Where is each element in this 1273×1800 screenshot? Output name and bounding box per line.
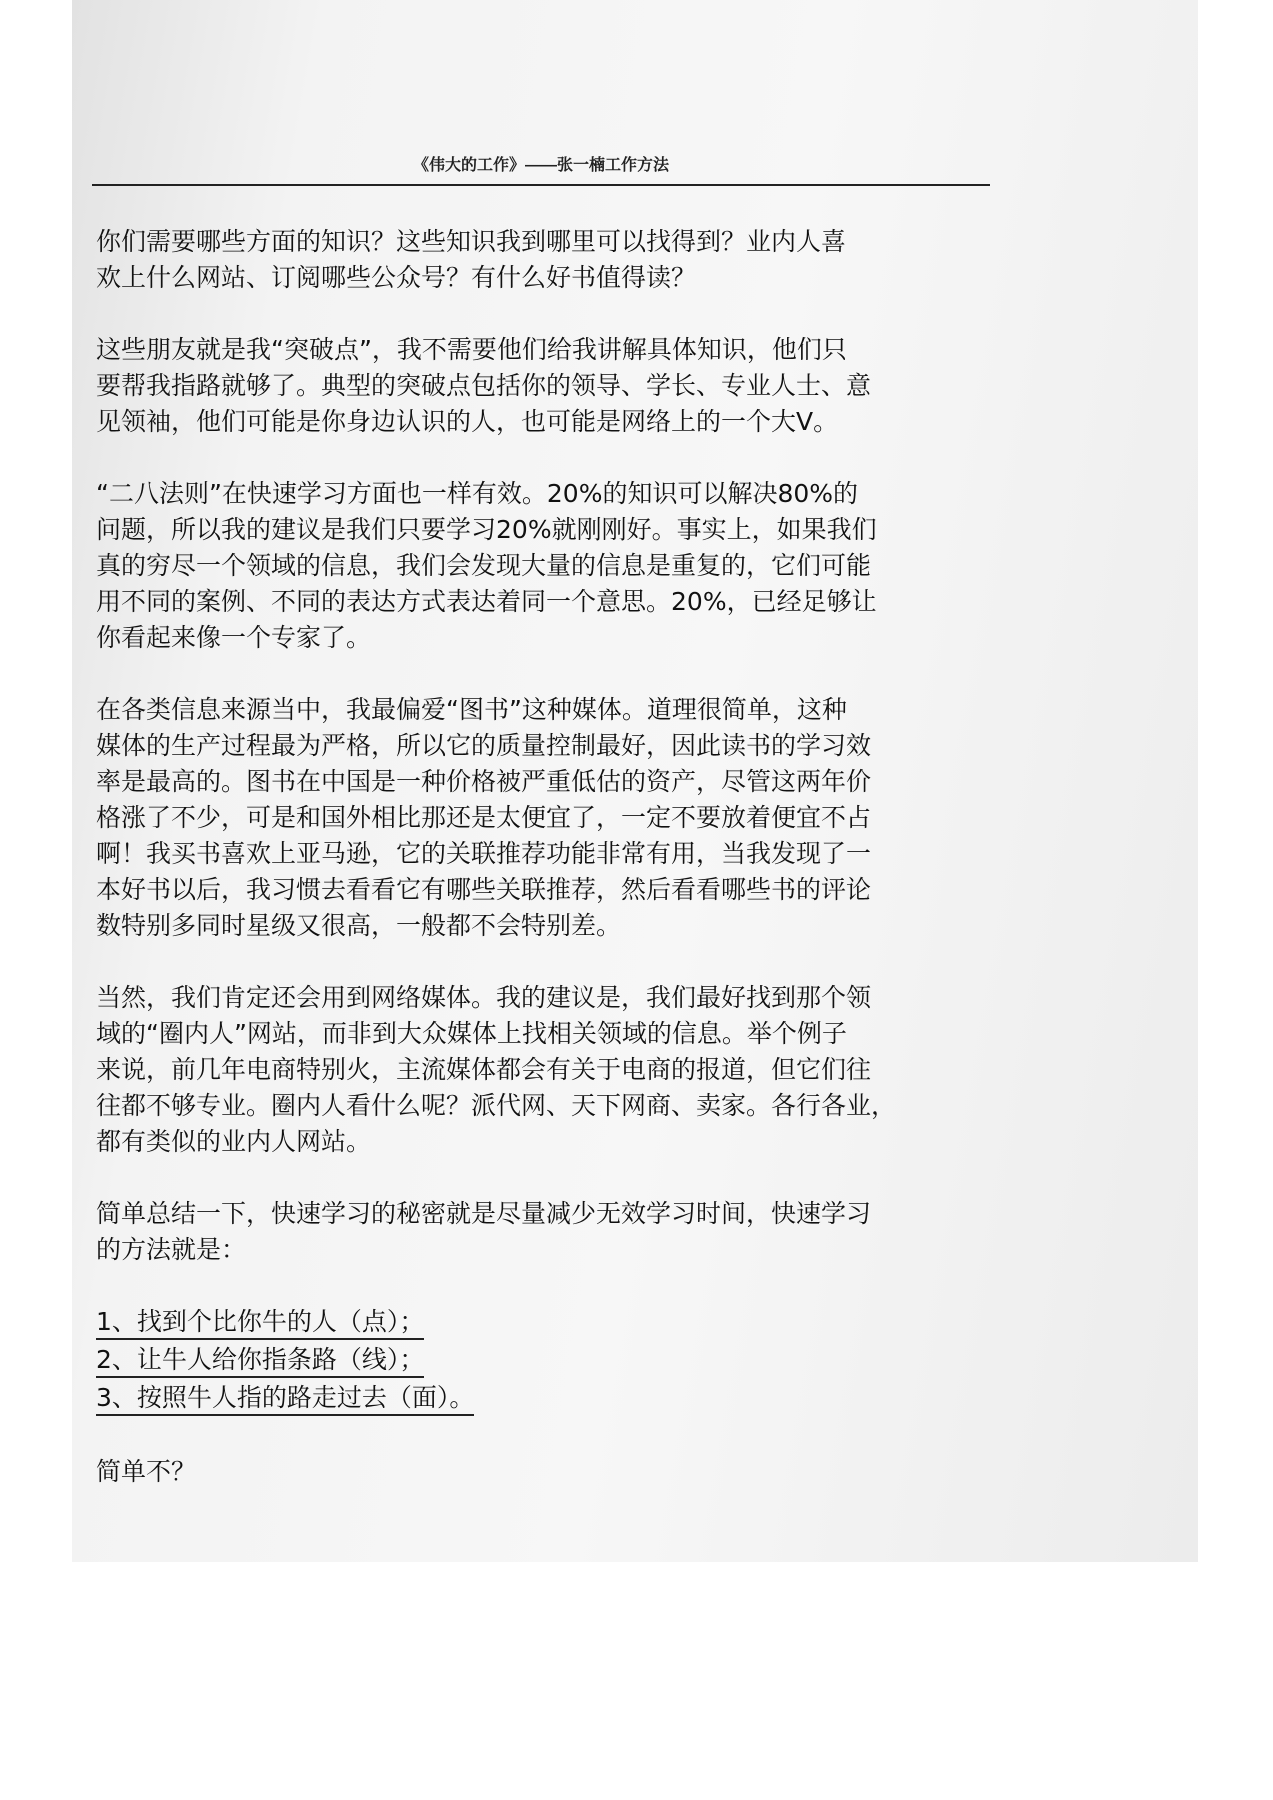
closing-question: 简单不？ [96,1457,197,1486]
text-line: “二八法则”在快速学习方面也一样有效。20%的知识可以解决80%的 [96,479,859,508]
text-line: 格涨了不少，可是和国外相比那还是太便宜了，一定不要放着便宜不占 [96,803,872,832]
text-line: 要帮我指路就够了。典型的突破点包括你的领导、学长、专业人士、意 [96,371,872,400]
text-line: 本好书以后，我习惯去看看它有哪些关联推荐，然后看看哪些书的评论 [96,875,872,904]
paragraph [96,332,996,440]
text-line: 来说，前几年电商特别火，主流媒体都会有关于电商的报道，但它们往 [96,1055,872,1084]
text-line: 问题，所以我的建议是我们只要学习20%就刚刚好。事实上，如果我们 [96,515,877,544]
header-divider [92,184,990,186]
text-line: 这些朋友就是我“突破点”，我不需要他们给我讲解具体知识，他们只 [96,335,847,364]
paragraph [96,476,996,656]
step-item: 3、按照牛人指的路走过去（面）。 [96,1382,474,1416]
paragraph [96,224,996,296]
text-line: 你看起来像一个专家了。 [96,623,372,652]
page-body [96,224,996,1526]
text-line: 真的穷尽一个领域的信息，我们会发现大量的信息是重复的，它们可能 [96,551,872,580]
text-line: 在各类信息来源当中，我最偏爱“图书”这种媒体。道理很简单，这种 [96,695,847,724]
text-line: 往都不够专业。圈内人看什么呢？派代网、天下网商、卖家。各行各业， [96,1091,897,1120]
text-line: 域的“圈内人”网站，而非到大众媒体上找相关领域的信息。举个例子 [96,1019,847,1048]
text-line: 你们需要哪些方面的知识？这些知识我到哪里可以找得到？业内人喜 [96,227,847,256]
text-line: 见领袖，他们可能是你身边认识的人，也可能是网络上的一个大V。 [96,407,839,436]
paragraph [96,1196,996,1268]
running-header: 《伟大的工作》——张一楠工作方法 [412,157,669,174]
text-line: 当然，我们肯定还会用到网络媒体。我的建议是，我们最好找到那个领 [96,983,872,1012]
text-line: 简单总结一下，快速学习的秘密就是尽量减少无效学习时间，快速学习 [96,1199,872,1228]
step-item: 1、找到个比你牛的人（点）； [96,1306,424,1340]
text-line: 的方法就是： [96,1235,247,1264]
method-steps-list [96,1304,996,1418]
text-line: 数特别多同时星级又很高，一般都不会特别差。 [96,911,622,940]
text-line: 啊！我买书喜欢上亚马逊，它的关联推荐功能非常有用，当我发现了一 [96,839,872,868]
text-line: 都有类似的业内人网站。 [96,1127,372,1156]
text-line: 媒体的生产过程最为严格，所以它的质量控制最好，因此读书的学习效 [96,731,872,760]
step-item: 2、让牛人给你指条路（线）； [96,1344,424,1378]
paragraph [96,980,996,1160]
text-line: 用不同的案例、不同的表达方式表达着同一个意思。20%，已经足够让 [96,587,877,616]
text-line: 率是最高的。图书在中国是一种价格被严重低估的资产，尽管这两年价 [96,767,872,796]
paragraph [96,692,996,944]
text-line: 欢上什么网站、订阅哪些公众号？有什么好书值得读？ [96,263,697,292]
